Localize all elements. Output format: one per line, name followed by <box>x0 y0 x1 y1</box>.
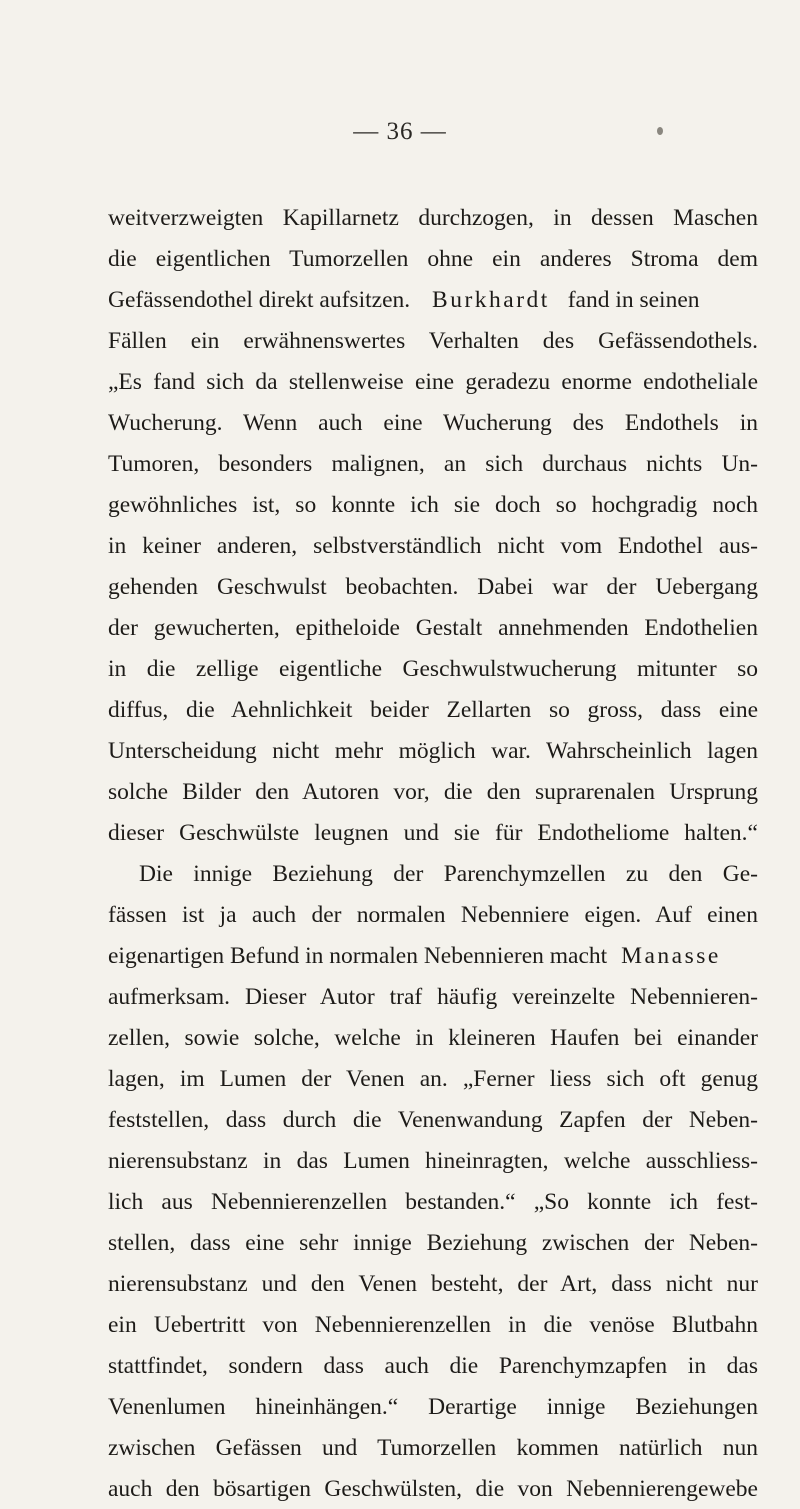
text-line: die eigentlichen Tumorzellen ohne ein anderes Stroma dem <box>108 246 758 272</box>
page-number: — 36 — <box>353 118 447 145</box>
text-line: Fällen ein erwähnenswertes Verhalten des Gefässendothels. <box>108 328 758 354</box>
text-line: dieser Geschwülste leugnen und sie für Endotheliome halten.“ <box>108 820 758 846</box>
ink-blemish <box>657 127 663 135</box>
text-line: gewöhnliches ist, so konnte ich sie doch so hochgradig noch <box>108 492 758 518</box>
text-line: „Es fand sich da stellenweise eine geradezu enorme endotheliale <box>108 369 758 395</box>
text-line: nierensubstanz und den Venen besteht, der Art, dass nicht nur <box>108 1271 758 1297</box>
text-line: in die zellige eigentliche Geschwulstwucherung mitunter so <box>108 656 758 682</box>
text-line: Venenlumen hineinhängen.“ Derartige innige Beziehungen <box>108 1394 758 1420</box>
text-line: stattfindet, sondern dass auch die Parenchymzapfen in das <box>108 1353 758 1379</box>
text-fragment: Gefässendothel direkt aufsitzen. <box>108 287 411 313</box>
text-line: nierensubstanz in das Lumen hineinragten, welche ausschliess- <box>108 1148 758 1174</box>
text-line: lagen, im Lumen der Venen an. „Ferner liess sich oft genug <box>108 1066 758 1092</box>
text-line: Wucherung. Wenn auch eine Wucherung des Endothels in <box>108 410 758 436</box>
author-name-manasse: Manasse <box>621 943 721 969</box>
text-line: feststellen, dass durch die Venenwandung Zapfen der Neben- <box>108 1107 758 1133</box>
text-line: Tumoren, besonders malignen, an sich durchaus nichts Un- <box>108 451 758 477</box>
text-line: aufmerksam. Dieser Autor traf häufig vereinzelte Nebennieren- <box>108 984 758 1010</box>
text-line <box>108 936 758 976</box>
text-line: fässen ist ja auch der normalen Nebenniere eigen. Auf einen <box>108 902 758 928</box>
author-name-burkhardt: Burkhardt <box>432 287 550 313</box>
text-line: in keiner anderen, selbstverständlich nicht vom Endothel aus- <box>108 533 758 559</box>
text-line: stellen, dass eine sehr innige Beziehung zwischen der Neben- <box>108 1230 758 1256</box>
text-fragment: eigenartigen Befund in normalen Nebennieren macht <box>108 943 608 969</box>
text-line: weitverzweigten Kapillarnetz durchzogen, in dessen Maschen <box>108 205 758 231</box>
text-line: ein Uebertritt von Nebennierenzellen in die venöse Blutbahn <box>108 1312 758 1338</box>
text-line: zwischen Gefässen und Tumorzellen kommen natürlich nun <box>108 1435 758 1461</box>
text-line: der gewucherten, epitheloide Gestalt annehmenden Endothelien <box>108 615 758 641</box>
text-line: lich aus Nebennierenzellen bestanden.“ „So konnte ich fest- <box>108 1189 758 1215</box>
text-line <box>108 280 758 320</box>
text-line: Unterscheidung nicht mehr möglich war. Wahrscheinlich lagen <box>108 738 758 764</box>
text-line: auch den bösartigen Geschwülsten, die von Nebennierengewebe <box>108 1476 758 1502</box>
text-line: Die innige Beziehung der Parenchymzellen zu den Ge- <box>139 861 758 887</box>
text-line: zellen, sowie solche, welche in kleineren Haufen bei einander <box>108 1025 758 1051</box>
text-line: gehenden Geschwulst beobachten. Dabei war der Uebergang <box>108 574 758 600</box>
text-line: solche Bilder den Autoren vor, die den suprarenalen Ursprung <box>108 779 758 805</box>
text-fragment: fand in seinen <box>567 287 700 313</box>
text-line: diffus, die Aehnlichkeit beider Zellarten so gross, dass eine <box>108 697 758 723</box>
